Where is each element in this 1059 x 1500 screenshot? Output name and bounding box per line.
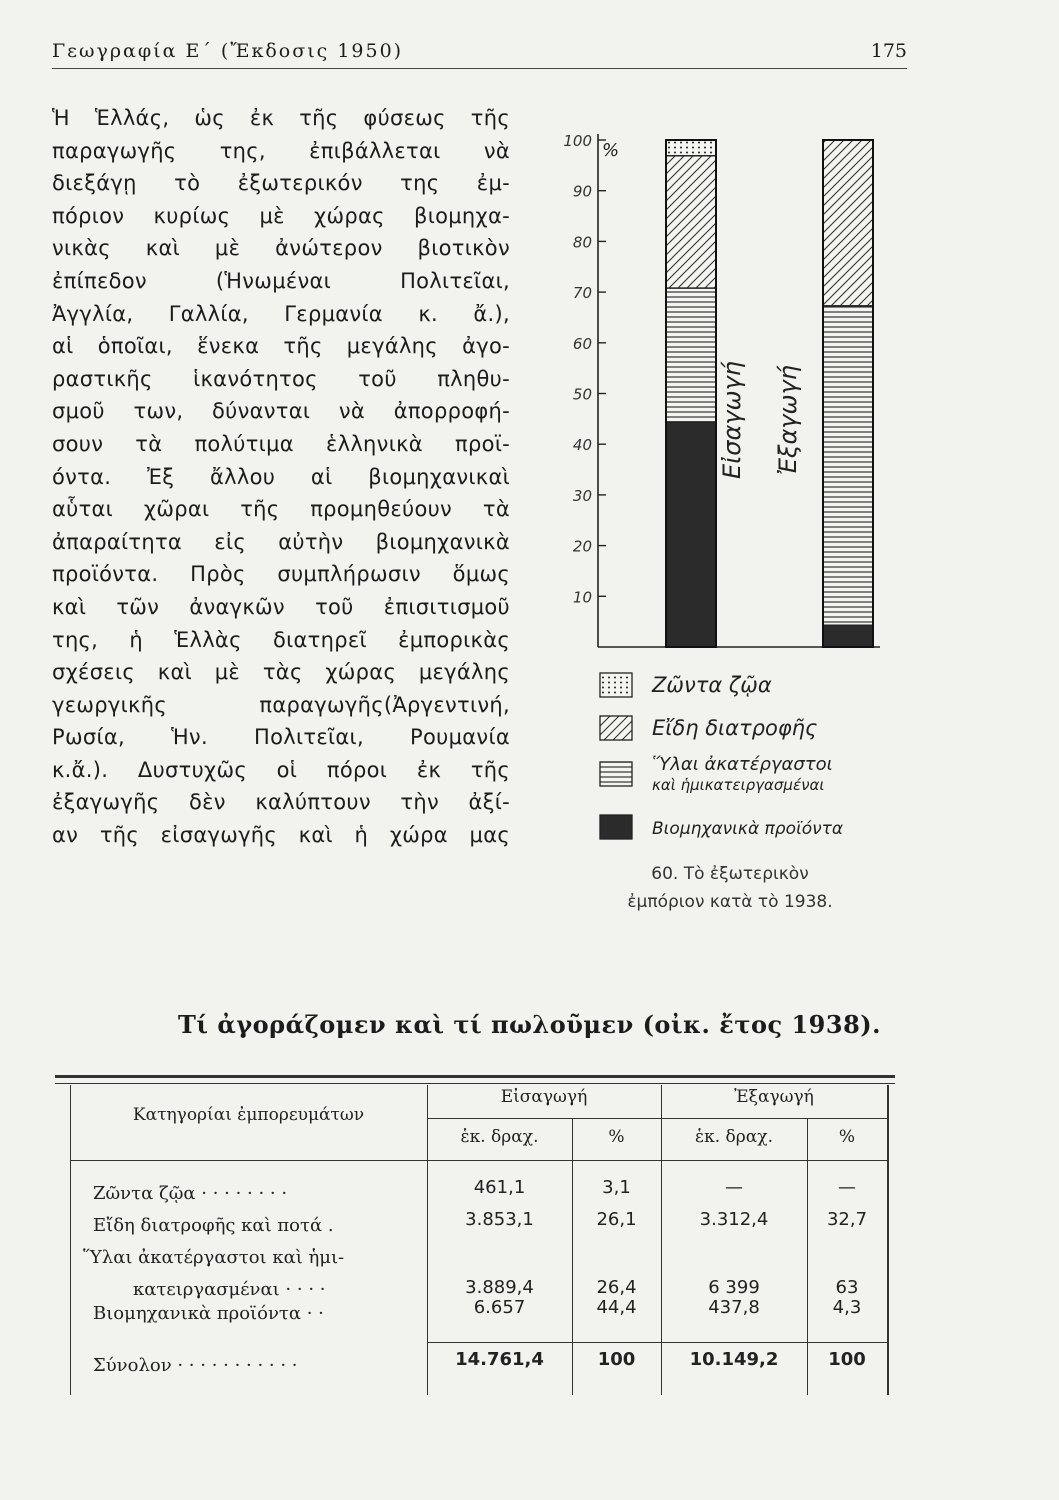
body-line: Ἀγγλία, Γαλλία, Γερμανία κ. ἄ.), [52,301,510,326]
bar-category-label: Ἐξαγωγή [774,365,802,475]
body-line: προϊόντα. Πρὸς συμπλήρωσιν ὅμως [52,562,510,587]
row-label: Ζῶντα ζῷα · · · · · · · · [93,1183,288,1204]
header-rule [427,1118,887,1119]
sub-header: ἑκ. δραχ. [695,1127,773,1147]
legend-label: καὶ ἡμικατειργασμέναι [652,776,825,794]
category-header: Κατηγορίαι ἐμπορευμάτων [132,1105,365,1125]
bar-segment [823,306,873,625]
bar-segment [823,625,873,647]
body-line: σουν τὰ πολύτιμα ἑλληνικὰ προϊ- [52,431,510,456]
body-line: της, ἡ Ἑλλὰς διατηρεῖ ἐμπορικὰς [52,627,510,652]
bar-segment [823,140,873,306]
y-tick-label: 20 [572,537,592,556]
body-line: νικὰς καὶ μὲ ἀνώτερον βιοτικὸν [52,236,510,261]
trade-chart [540,120,900,860]
sub-header: ἑκ. δραχ. [460,1127,539,1147]
export-percent: 63 [835,1277,859,1298]
header-rule [70,1160,887,1161]
body-line: ἀπαραίτητα εἰς αὐτὴν βιομηχανικὰ [52,529,510,554]
body-line: ἐπίπεδον (Ἡνωμέναι Πολιτεῖαι, [52,268,510,293]
body-line: όντα. Ἐξ ἄλλου αἱ βιομηχανικαὶ [52,464,510,489]
y-tick-label: 60 [572,334,592,353]
body-line: σμοῦ των, δύνανται νὰ ἀπορροφή- [52,399,510,424]
row-label: κατειργασμέναι · · · · [133,1279,326,1300]
body-line: Ἡ Ἑλλάς, ὡς ἐκ τῆς φύσεως τῆς [52,106,510,130]
page-header [52,40,907,69]
export-value: 3.312,4 [699,1209,769,1230]
body-line: Ρωσία, Ἡν. Πολιτεῖαι, Ρουμανία [52,725,510,750]
legend-swatch [600,815,632,839]
table-right-rule [887,1085,889,1395]
legend-swatch [600,673,632,697]
legend-label: Ζῶντα ζῷα [652,673,772,697]
total-label: Σύνολον · · · · · · · · · · · [93,1355,298,1376]
bar-labels [718,361,802,479]
export-value: 6 399 [708,1277,760,1298]
bar-segment [666,288,716,422]
import-percent: 44,4 [596,1297,637,1318]
sub-header: % [608,1127,625,1147]
y-unit-label: % [602,140,620,161]
total-export-value: 10.149,2 [689,1349,779,1370]
row-label: Βιομηχανικὰ προϊόντα · · [93,1303,324,1324]
body-line: γεωργικῆς παραγωγῆς(Ἀργεντινή, [52,692,510,717]
table-top-rule [55,1075,895,1078]
y-tick-label: 80 [572,233,592,252]
import-value: 6.657 [473,1297,526,1318]
legend-swatch [600,716,632,740]
sub-header: % [838,1127,856,1147]
body-line: ἐξαγωγῆς δὲν καλύπτουν τὴν ἀξί- [52,790,510,815]
import-value: 3.889,4 [465,1277,534,1298]
bar-segment [666,422,716,647]
body-line: ραστικῆς ἱκανότητος τοῦ πληθυ- [52,366,510,391]
row-label: Ὕλαι ἀκατέργαστοι καὶ ἡμι- [83,1247,345,1268]
export-percent: — [838,1177,856,1198]
total-rule [427,1342,887,1343]
body-line: αἱ ὁποῖαι, ἕνεκα τῆς μεγάλης ἀγο- [52,334,510,359]
legend-label: Ὕλαι ἀκατέργαστοι [652,754,833,775]
y-tick-label: 100 [563,132,592,150]
export-value: — [725,1177,743,1198]
import-percent: 26,1 [596,1209,637,1230]
y-tick-label: 90 [572,182,592,201]
body-line: αὗται χῶραι τῆς προμηθεύουν τὰ [52,497,510,522]
body-line: σχέσεις καὶ μὲ τὰς χώρας μεγάλης [52,660,510,685]
y-tick-label: 40 [572,436,592,455]
body-text [52,102,510,852]
body-line: παραγωγῆς της, ἐπιβάλλεται νὰ [52,138,510,163]
export-percent: 4,3 [832,1297,862,1318]
bar-segment [666,156,716,288]
total-import-value: 14.761,4 [455,1349,544,1370]
total-export-percent: 100 [828,1349,866,1370]
export-header: Ἐξαγωγή [734,1087,814,1107]
figure-caption [560,860,900,916]
import-percent: 3,1 [602,1177,631,1198]
body-line: αν τῆς εἰσαγωγῆς καὶ ἡ χώρα μας [52,823,510,848]
import-header: Εἰσαγωγή [500,1087,588,1107]
chart-legend [600,673,843,839]
export-value: 437,8 [708,1297,760,1318]
body-line: πόριον κυρίως μὲ χώρας βιομηχα- [52,203,510,228]
y-tick-label: 70 [572,284,592,303]
legend-swatch [600,762,632,786]
caption-line-1: 60. Τὸ ἐξωτερικὸν [651,864,809,884]
chart-bars [666,140,873,647]
caption-line-2: ἐμπόριον κατὰ τὸ 1938. [627,892,833,912]
total-import-percent: 100 [597,1349,636,1370]
export-percent: 32,7 [826,1209,868,1230]
import-value: 461,1 [473,1177,526,1198]
page-number: 175 [870,40,907,62]
bar-segment [666,140,716,156]
body-line: καὶ τῶν ἀναγκῶν τοῦ ἐπισιτισμοῦ [52,594,510,619]
import-percent: 26,4 [596,1277,637,1298]
table-left-rule [70,1085,71,1395]
legend-label: Βιομηχανικὰ προϊόντα [652,819,844,839]
y-tick-label: 50 [572,385,592,404]
row-label: Εἴδη διατροφῆς καὶ ποτά . [93,1215,334,1236]
table-title: Τί ἀγοράζομεν καὶ τί πωλοῦμεν (οἰκ. ἔτος 1938). [178,1010,881,1039]
body-line: διεξάγῃ τὸ ἐξωτερικόν της ἐμ- [52,171,510,196]
y-tick-label: 30 [572,486,592,505]
running-title: Γεωγραφία Ε΄ (Ἔκδοσις 1950) [52,40,404,62]
legend-label: Εἴδη διατροφῆς [652,716,818,740]
body-line: κ.ἄ.). Δυστυχῶς οἱ πόροι ἐκ τῆς [52,757,510,782]
import-value: 3.853,1 [465,1209,534,1230]
table-top-rule [55,1083,895,1084]
trade-table [55,1075,895,1395]
bar-category-label: Εἰσαγωγή [718,360,746,480]
y-tick-label: 10 [572,588,592,607]
